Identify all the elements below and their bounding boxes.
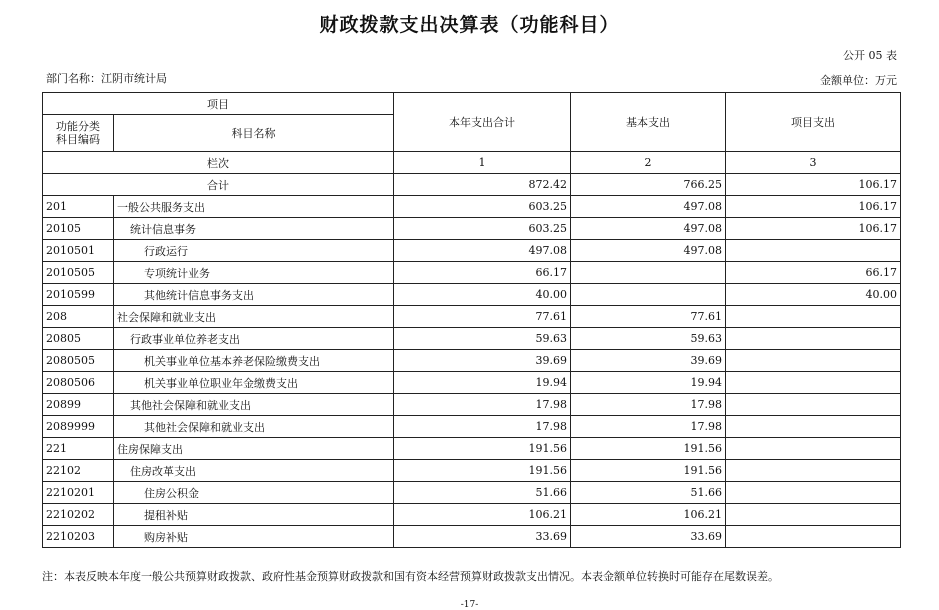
- row-project: 40.00: [726, 284, 901, 306]
- table-row: [43, 350, 901, 372]
- table-row: [43, 196, 901, 218]
- row-project: [726, 416, 901, 438]
- row-code: 20105: [43, 218, 114, 240]
- expenditure-table: [42, 92, 901, 548]
- row-basic: 59.63: [571, 328, 726, 350]
- row-name: 其他社会保障和就业支出: [114, 416, 394, 438]
- row-total: 39.69: [394, 350, 571, 372]
- row-basic: 497.08: [571, 240, 726, 262]
- row-project: [726, 394, 901, 416]
- row-basic: [571, 284, 726, 306]
- header-project: 项目支出: [726, 93, 901, 152]
- row-project: 66.17: [726, 262, 901, 284]
- row-code: 201: [43, 196, 114, 218]
- table-row: [43, 328, 901, 350]
- row-code: 2210202: [43, 504, 114, 526]
- row-name: 一般公共服务支出: [114, 196, 394, 218]
- row-total: 59.63: [394, 328, 571, 350]
- row-total: 66.17: [394, 262, 571, 284]
- row-name: 社会保障和就业支出: [114, 306, 394, 328]
- row-code: 2010501: [43, 240, 114, 262]
- table-row: [43, 416, 901, 438]
- header-code: [43, 115, 114, 152]
- row-basic: 106.21: [571, 504, 726, 526]
- row-total: 51.66: [394, 482, 571, 504]
- row-basic: 33.69: [571, 526, 726, 548]
- row-name: 统计信息事务: [114, 218, 394, 240]
- row-basic: 497.08: [571, 196, 726, 218]
- footnote: 注：本表反映本年度一般公共预算财政拨款、政府性基金预算财政拨款和国有资本经营预算财政拨款支出情况。本表金额单位转换时可能存在尾数误差。: [42, 570, 779, 583]
- row-code: 2010505: [43, 262, 114, 284]
- row-basic: [571, 262, 726, 284]
- amount-unit: 金额单位：万元: [820, 74, 897, 87]
- header-code-line2: 科目编码: [56, 133, 100, 146]
- row-code: 2210203: [43, 526, 114, 548]
- table-row: [43, 526, 901, 548]
- row-name: 其他社会保障和就业支出: [114, 394, 394, 416]
- col-index-2: 2: [571, 152, 726, 174]
- summary-basic: 766.25: [571, 174, 726, 196]
- row-code: 2089999: [43, 416, 114, 438]
- row-name: 其他统计信息事务支出: [114, 284, 394, 306]
- row-basic: 191.56: [571, 438, 726, 460]
- row-code: 2010599: [43, 284, 114, 306]
- table-row: [43, 372, 901, 394]
- row-project: [726, 526, 901, 548]
- row-project: [726, 438, 901, 460]
- row-project: [726, 240, 901, 262]
- row-total: 603.25: [394, 218, 571, 240]
- department-name: 部门名称：江阴市统计局: [46, 72, 167, 85]
- header-total: 本年支出合计: [394, 93, 571, 152]
- row-project: 106.17: [726, 218, 901, 240]
- row-code: 22102: [43, 460, 114, 482]
- row-total: 106.21: [394, 504, 571, 526]
- summary-total: 872.42: [394, 174, 571, 196]
- row-total: 191.56: [394, 438, 571, 460]
- header-basic: 基本支出: [571, 93, 726, 152]
- row-project: [726, 372, 901, 394]
- row-name: 住房公积金: [114, 482, 394, 504]
- row-project: [726, 306, 901, 328]
- table-row: [43, 394, 901, 416]
- row-basic: 17.98: [571, 394, 726, 416]
- header-name: 科目名称: [114, 115, 394, 152]
- row-basic: 19.94: [571, 372, 726, 394]
- summary-project: 106.17: [726, 174, 901, 196]
- header-item: 项目: [43, 93, 394, 115]
- row-name: 机关事业单位基本养老保险缴费支出: [114, 350, 394, 372]
- row-code: 20805: [43, 328, 114, 350]
- row-total: 191.56: [394, 460, 571, 482]
- row-basic: 497.08: [571, 218, 726, 240]
- row-basic: 17.98: [571, 416, 726, 438]
- row-name: 住房改革支出: [114, 460, 394, 482]
- row-code: 2210201: [43, 482, 114, 504]
- table-row: [43, 438, 901, 460]
- column-index-row: [43, 152, 901, 174]
- table-row: [43, 284, 901, 306]
- header-row-1: [43, 93, 901, 115]
- table-row: [43, 306, 901, 328]
- row-total: 33.69: [394, 526, 571, 548]
- row-basic: 51.66: [571, 482, 726, 504]
- table-row: [43, 504, 901, 526]
- page-number: -17-: [460, 600, 479, 610]
- row-project: [726, 504, 901, 526]
- form-number: 公开 05 表: [843, 49, 897, 62]
- row-total: 497.08: [394, 240, 571, 262]
- row-project: [726, 482, 901, 504]
- col-index-3: 3: [726, 152, 901, 174]
- row-basic: 77.61: [571, 306, 726, 328]
- row-code: 2080506: [43, 372, 114, 394]
- row-total: 19.94: [394, 372, 571, 394]
- row-total: 40.00: [394, 284, 571, 306]
- row-code: 221: [43, 438, 114, 460]
- row-total: 77.61: [394, 306, 571, 328]
- summary-row: [43, 174, 901, 196]
- row-name: 住房保障支出: [114, 438, 394, 460]
- page-title: 财政拨款支出决算表（功能科目）: [319, 14, 620, 36]
- row-name: 购房补贴: [114, 526, 394, 548]
- row-project: 106.17: [726, 196, 901, 218]
- row-total: 603.25: [394, 196, 571, 218]
- row-basic: 39.69: [571, 350, 726, 372]
- row-basic: 191.56: [571, 460, 726, 482]
- row-name: 机关事业单位职业年金缴费支出: [114, 372, 394, 394]
- col-index-1: 1: [394, 152, 571, 174]
- row-code: 208: [43, 306, 114, 328]
- summary-label: 合计: [43, 174, 394, 196]
- table-row: [43, 482, 901, 504]
- table-row: [43, 460, 901, 482]
- row-total: 17.98: [394, 394, 571, 416]
- table-row: [43, 218, 901, 240]
- table-row: [43, 262, 901, 284]
- row-total: 17.98: [394, 416, 571, 438]
- row-code: 2080505: [43, 350, 114, 372]
- row-project: [726, 350, 901, 372]
- row-project: [726, 328, 901, 350]
- row-name: 行政运行: [114, 240, 394, 262]
- row-code: 20899: [43, 394, 114, 416]
- row-name: 提租补贴: [114, 504, 394, 526]
- row-project: [726, 460, 901, 482]
- col-label: 栏次: [43, 152, 394, 174]
- header-code-line1: 功能分类: [56, 120, 100, 133]
- row-name: 行政事业单位养老支出: [114, 328, 394, 350]
- row-name: 专项统计业务: [114, 262, 394, 284]
- table-row: [43, 240, 901, 262]
